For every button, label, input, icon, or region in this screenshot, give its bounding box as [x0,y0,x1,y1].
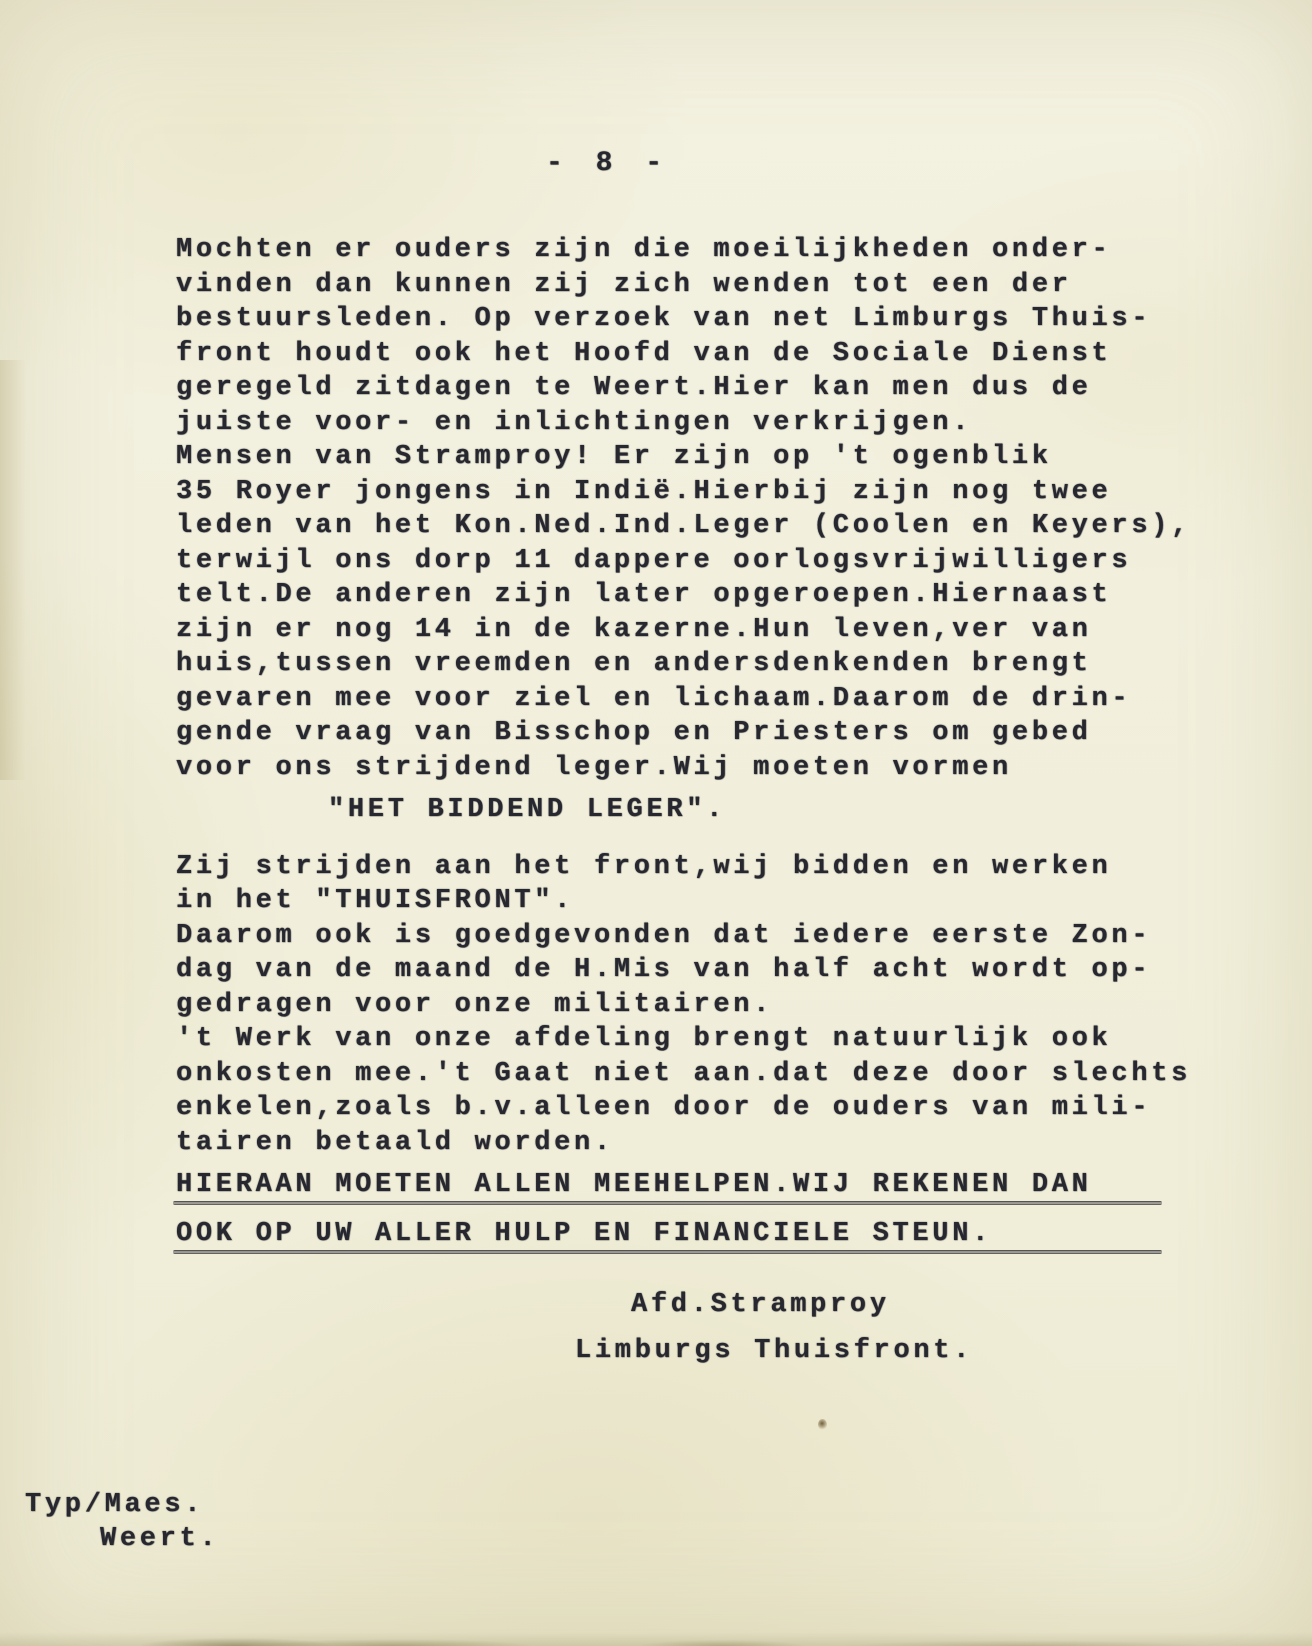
underlined-emphasis-line: HIERAAN MOETEN ALLEN MEEHELPEN.WIJ REKENEN DAN [176,1170,1156,1200]
text-line: telt.De anderen zijn later opgeroepen.Hiernaast [176,580,1112,610]
text-line: gevaren mee voor ziel en lichaam.Daarom de drin- [176,683,1132,714]
text-line: 't Werk van onze afdeling brengt natuurlijk ook [176,1024,1112,1054]
typist-note: Typ/Maes. [25,1490,205,1520]
paper-speck [818,1419,827,1430]
text-line: front houdt ook het Hoofd van de Sociale Dienst [176,338,1112,369]
text-line: bestuursleden. Op verzoek van net Limburgs Thuis- [176,304,1152,334]
signature-department: Afd.Stramproy [631,1290,890,1320]
text-line: leden van het Kon.Ned.Ind.Leger (Coolen en Keyers), [176,511,1192,541]
paper-stain [0,360,26,780]
text-line: 35 Royer jongens in Indië.Hierbij zijn nog twee [176,476,1112,507]
text-line: Zij strijden aan het front,wij bidden en werken [176,851,1112,882]
text-line: Mochten er ouders zijn die moeilijkheden onder- [176,235,1112,265]
emphasis-block [176,1170,1256,1249]
text-line: Daarom ook is goedgevonden dat iedere eerste Zon- [176,920,1152,951]
text-line: dag van de maand de H.Mis van half acht wordt op- [176,955,1152,985]
page-number: - 8 - [545,148,670,179]
text-line: in het "THUISFRONT". [176,886,575,916]
underlined-emphasis-line: OOK OP UW ALLER HULP EN FINANCIELE STEUN. [176,1219,1156,1249]
text-line: tairen betaald worden. [176,1127,614,1158]
text-line: juiste voor- en inlichtingen verkrijgen. [176,407,973,438]
typist-location: Weert. [100,1524,220,1554]
section-heading: "HET BIDDEND LEGER". [328,795,727,825]
signature-organization: Limburgs Thuisfront. [575,1336,974,1366]
text-line: vinden dan kunnen zij zich wenden tot een der [176,269,1072,300]
text-line: Mensen van Stramproy! Er zijn op 't ogenblik [176,442,1052,472]
text-line: geregeld zitdagen te Weert.Hier kan men dus de [176,373,1092,403]
text-line: onkosten mee.'t Gaat niet aan.dat deze door slechts [176,1058,1192,1089]
text-line: enkelen,zoals b.v.alleen door de ouders van mili- [176,1093,1152,1123]
text-line: gende vraag van Bisschop en Priesters om gebed [176,718,1092,748]
text-line: terwijl ons dorp 11 dappere oorlogsvrijwilligers [176,545,1132,576]
text-line: zijn er nog 14 in de kazerne.Hun leven,ver van [176,614,1092,645]
text-line: huis,tussen vreemden en andersdenkenden brengt [176,649,1092,679]
document-body [176,233,1256,1268]
text-line: voor ons strijdend leger.Wij moeten vormen [176,752,1012,783]
scan-edge-shadow [0,1632,1312,1646]
text-line: gedragen voor onze militairen. [176,989,774,1020]
